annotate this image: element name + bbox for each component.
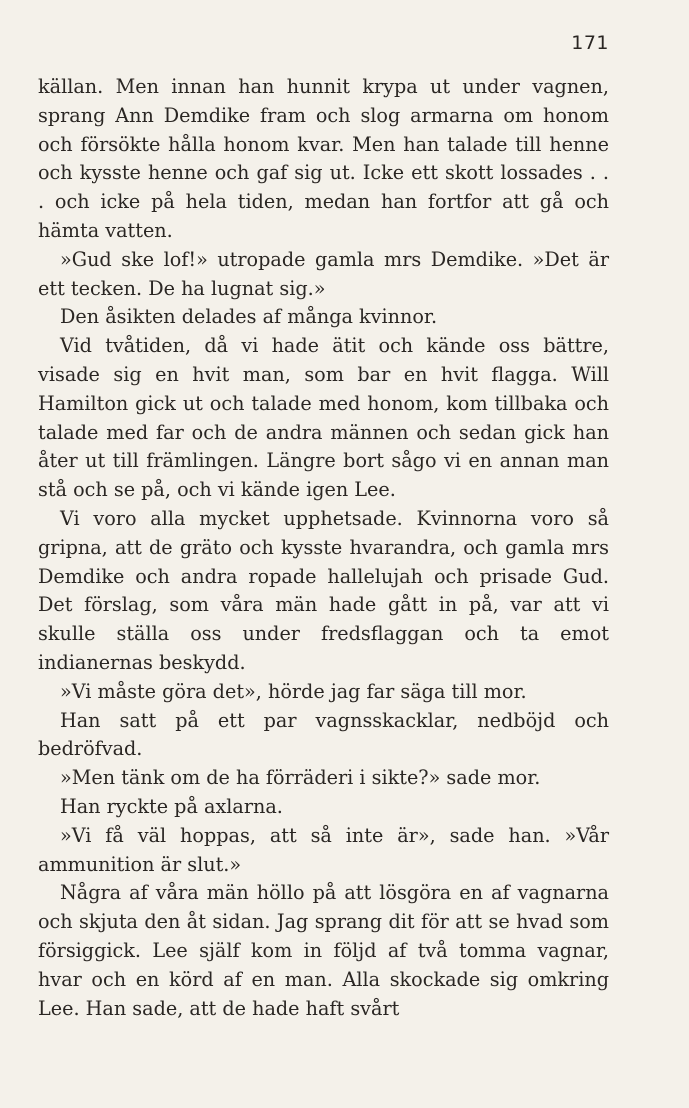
paragraph: Den åsikten delades af många kvinnor. (60, 305, 438, 329)
paragraph: Han ryckte på axlarna. (60, 794, 283, 818)
paragraph: Han satt på ett par vagnsskacklar, nedböjd och bedröfvad. (38, 708, 609, 761)
paragraph: källan. Men innan han hunnit krypa ut under vagnen, sprang Ann Demdike fram och slog armarna om honom och försökte hålla honom kvar. Men han talade till henne och kysste henne och gaf sig ut. Icke ett skott lossades . . . och icke på hela tiden, medan han fortfor att gå och hämta vatten. (38, 75, 609, 242)
paragraph: »Gud ske lof!» utropade gamla mrs Demdike. »Det är ett tecken. De ha lugnat sig.» (38, 247, 609, 300)
body-text (38, 73, 609, 1023)
paragraph: Vid tvåtiden, då vi hade ätit och kände oss bättre, visade sig en hvit man, som bar en hvit flagga. Will Hamilton gick ut och talade med honom, kom tillbaka och talade med far och de andra männen och sedan gick han åter ut till främlingen. Längre bort sågo vi en annan man stå och se på, och vi kände igen Lee. (38, 334, 609, 502)
paragraph: »Vi måste göra det», hörde jag far säga till mor. (60, 679, 527, 703)
paragraph: Vi voro alla mycket upphetsade. Kvinnorna voro så gripna, att de gräto och kysste hvarandra, och gamla mrs Demdike och andra ropade hallelujah och prisade Gud. Det förslag, som våra män hade gått in på, var att vi skulle ställa oss under fredsflaggan och ta emot indianernas beskydd. (38, 506, 609, 674)
book-page (38, 30, 609, 1090)
page-number: 171 (571, 32, 609, 54)
paragraph: »Vi få väl hoppas, att så inte är», sade han. »Vår ammunition är slut.» (38, 823, 609, 876)
paragraph: Några af våra män höllo på att lösgöra en af vagnarna och skjuta den åt sidan. Jag sprang dit för att se hvad som försiggick. Lee själf kom in följd af två tomma vagnar, hvar och en körd af en man. Alla skockade sig omkring Lee. Han sade, att de hade haft svårt (38, 881, 609, 1020)
paragraph: »Men tänk om de ha förräderi i sikte?» sade mor. (60, 766, 541, 790)
